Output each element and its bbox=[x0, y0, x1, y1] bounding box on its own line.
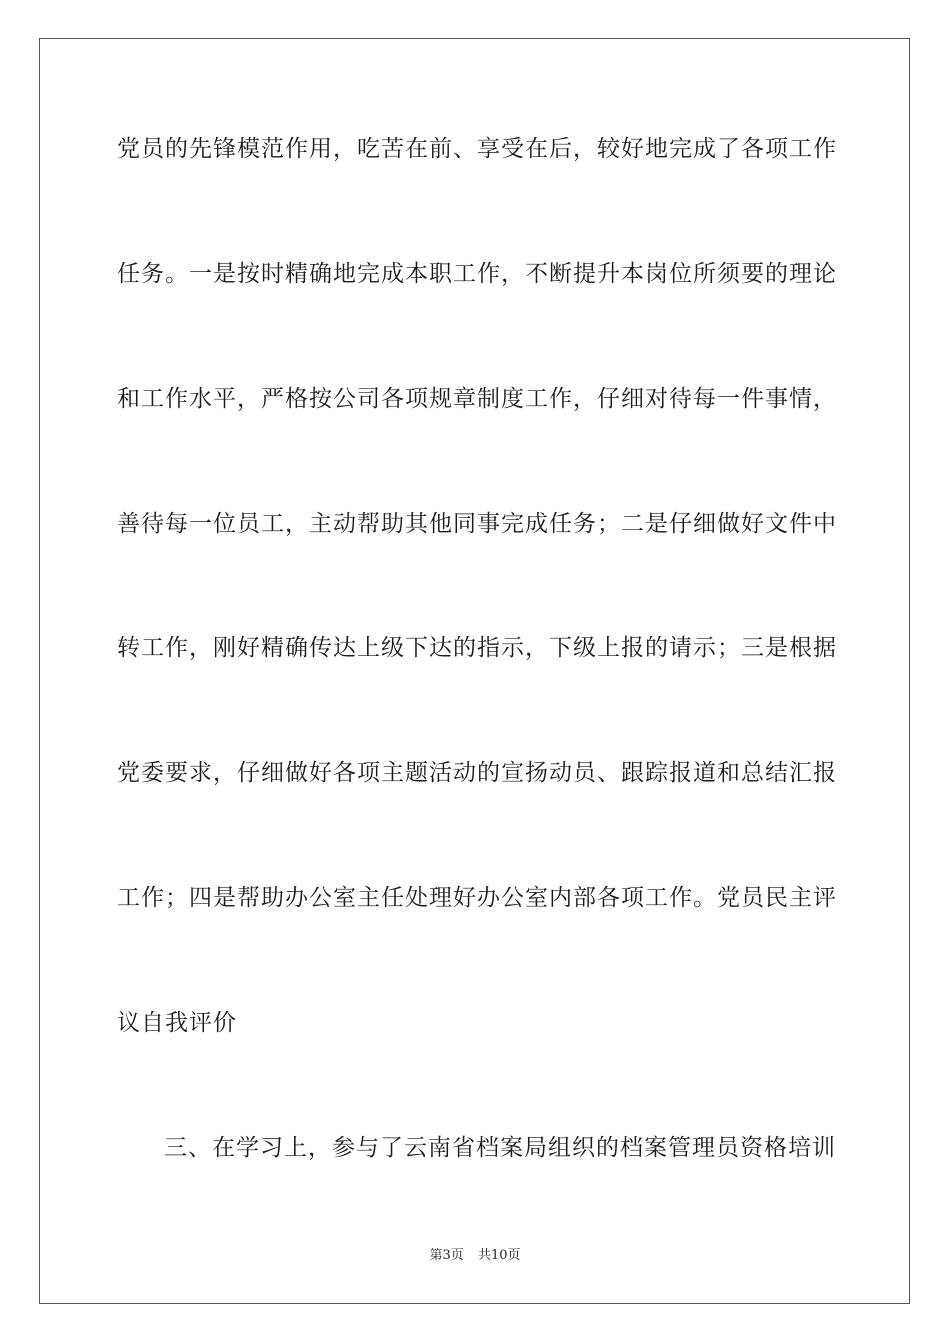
text-line: 议自我评价 bbox=[117, 1010, 237, 1036]
page-footer bbox=[0, 1247, 950, 1265]
text-line: 工作；四是帮助办公室主任处理好办公室内部各项工作。党员民主评 bbox=[117, 885, 837, 911]
text-line: 任务。一是按时精确地完成本职工作，不断提升本岗位所须要的理论 bbox=[117, 261, 837, 287]
text-line: 善待每一位员工，主动帮助其他同事完成任务；二是仔细做好文件中 bbox=[117, 511, 837, 537]
page-border bbox=[39, 38, 910, 1304]
text-line: 党员的先锋模范作用，吃苦在前、享受在后，较好地完成了各项工作 bbox=[117, 136, 837, 162]
text-line: 党委要求，仔细做好各项主题活动的宣扬动员、跟踪报道和总结汇报 bbox=[117, 760, 837, 786]
text-line: 和工作水平，严格按公司各项规章制度工作，仔细对待每一件事情， bbox=[117, 386, 837, 412]
page-number: 第3页 bbox=[429, 1248, 464, 1263]
page-total: 共10页 bbox=[477, 1248, 521, 1263]
paragraph-start-line: 三、在学习上，参与了云南省档案局组织的档案管理员资格培训 bbox=[164, 1135, 836, 1161]
text-line: 转工作，刚好精确传达上级下达的指示，下级上报的请示；三是根据 bbox=[117, 635, 837, 661]
